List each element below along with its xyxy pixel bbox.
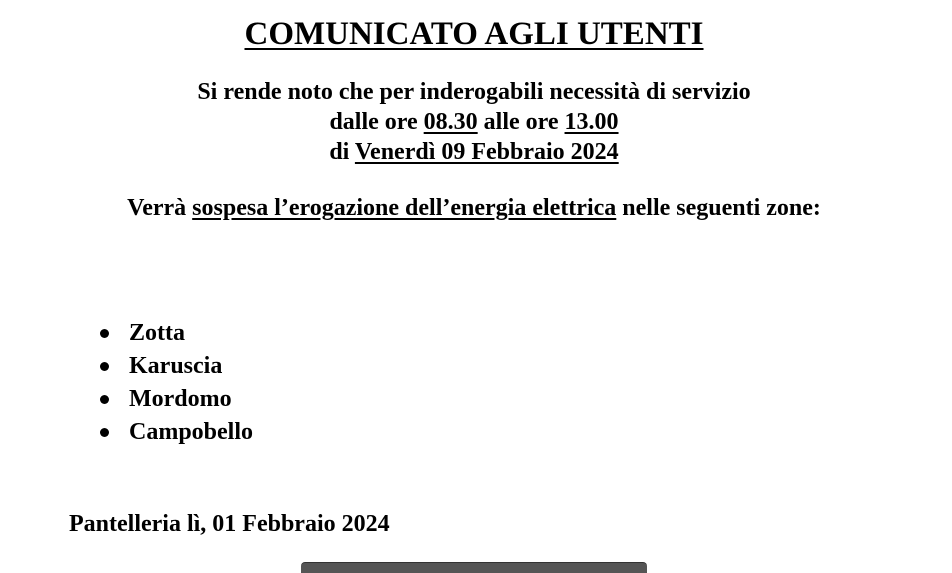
start-time: 08.30: [423, 109, 478, 135]
notice-title: COMUNICATO AGLI UTENTI: [244, 16, 704, 52]
bullet-icon: [100, 362, 109, 371]
zone-name: Karuscia: [129, 353, 223, 379]
bullet-icon: [100, 395, 109, 404]
zone-list-item: [0, 416, 253, 449]
statement-prefix: Verrà: [127, 195, 193, 221]
bullet-icon: [100, 329, 109, 338]
intro-time-prefix: dalle ore: [329, 109, 424, 135]
zone-list-item: [0, 317, 253, 350]
notice-intro: [0, 77, 948, 167]
zone-name: Zotta: [129, 320, 185, 346]
intro-line-3: [0, 137, 948, 167]
zone-list-item: [0, 350, 253, 383]
statement-highlight: sospesa l’erogazione dell’energia elettrica: [192, 195, 617, 221]
intro-line-2: [0, 107, 948, 137]
cropped-stamp-edge: [301, 562, 647, 573]
bullet-icon: [100, 428, 109, 437]
place-and-date: Pantelleria lì, 01 Febbraio 2024: [69, 511, 390, 537]
intro-date-prefix: di: [329, 139, 355, 165]
intro-line-1: Si rende noto che per inderogabili necessità di servizio: [197, 79, 751, 105]
zone-list: [0, 317, 253, 449]
intro-time-middle: alle ore: [477, 109, 565, 135]
outage-statement: [0, 193, 948, 223]
end-time: 13.00: [564, 109, 619, 135]
zone-name: Mordomo: [129, 386, 232, 412]
outage-date: Venerdì 09 Febbraio 2024: [354, 139, 619, 165]
zone-list-item: [0, 383, 253, 416]
statement-suffix: nelle seguenti zone:: [616, 195, 821, 221]
zone-name: Campobello: [129, 419, 254, 445]
